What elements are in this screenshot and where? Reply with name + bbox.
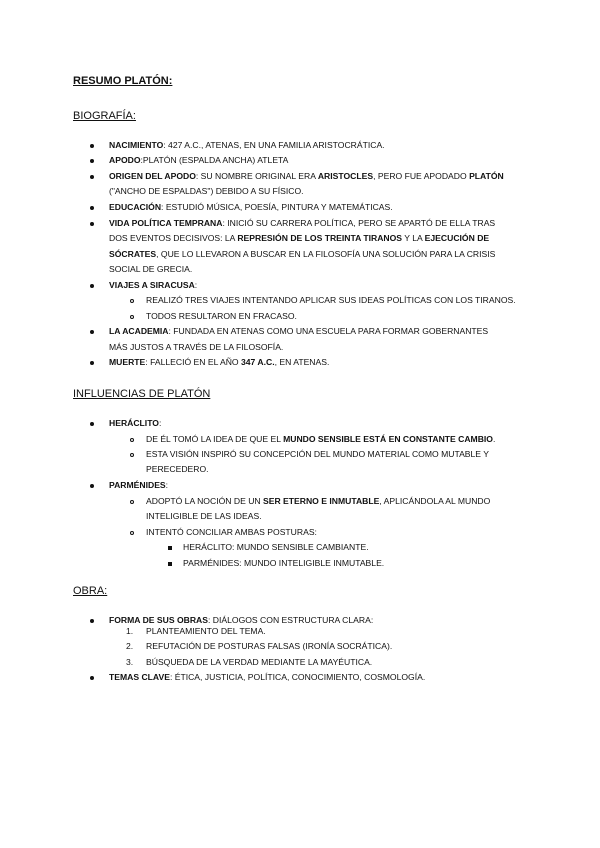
sub-item-text: ESTA VISIÓN INSPIRÓ SU CONCEPCIÓN DEL MUNDO MATERIAL COMO MUTABLE Y — [146, 449, 490, 459]
item-label: NACIMIENTO — [109, 140, 164, 150]
item-bold: PLATÓN — [469, 171, 504, 181]
item-number: 1. — [126, 626, 134, 636]
item-label: HERÁCLITO — [109, 418, 159, 428]
item-text: : INICIÓ SU CARRERA POLÍTICA, PERO SE APARTÓ DE ELLA TRAS — [222, 218, 496, 228]
item-bold: REPRESIÓN DE LOS TREINTA TIRANOS — [237, 233, 403, 243]
item-number: 2. — [126, 641, 134, 651]
item-label: EDUCACIÓN — [109, 202, 162, 212]
sub-item-bold: SER ETERNO E INMUTABLE — [263, 496, 380, 506]
item-text-continued: SOCIAL DE GRECIA. — [109, 264, 193, 274]
numbered-item-text: REFUTACIÓN DE POSTURAS FALSAS (IRONÍA SOCRÁTICA). — [146, 641, 393, 651]
circle-bullet-icon — [130, 531, 134, 535]
square-bullet-icon — [168, 562, 172, 566]
sub-sub-item-text: HERÁCLITO: MUNDO SENSIBLE CAMBIANTE. — [183, 542, 369, 552]
sub-sub-item-text: PARMÉNIDES: MUNDO INTELIGIBLE INMUTABLE. — [183, 558, 385, 568]
bullet-icon — [90, 144, 94, 148]
circle-bullet-icon — [130, 453, 134, 457]
item-text: : — [194, 280, 198, 290]
circle-bullet-icon — [130, 438, 134, 442]
item-text: : 427 A.C., ATENAS, EN UNA FAMILIA ARISTOCRÁTICA. — [163, 140, 385, 150]
sub-item-text: ADOPTÓ LA NOCIÓN DE UN — [146, 496, 263, 506]
heading-obra: OBRA: — [73, 585, 108, 597]
bullet-icon — [90, 422, 94, 426]
numbered-item-text: BÚSQUEDA DE LA VERDAD MEDIANTE LA MAYÉUTICA. — [146, 657, 373, 667]
bullet-icon — [90, 206, 94, 210]
bullet-icon — [90, 361, 94, 365]
square-bullet-icon — [168, 546, 172, 550]
item-text-continued: ("ANCHO DE ESPALDAS") DEBIDO A SU FÍSICO. — [109, 186, 304, 196]
sub-item-text: REALIZÓ TRES VIAJES INTENTANDO APLICAR SUS IDEAS POLÍTICAS CON LOS TIRANOS. — [146, 295, 516, 305]
circle-bullet-icon — [130, 299, 134, 303]
sub-item-text: TODOS RESULTARON EN FRACASO. — [146, 311, 297, 321]
document-title: RESUMO PLATÓN: — [73, 75, 173, 87]
numbered-item-text: PLANTEAMIENTO DEL TEMA. — [146, 626, 266, 636]
item-label: APODO — [109, 155, 141, 165]
item-number: 3. — [126, 657, 134, 667]
sub-item-text: INTENTÓ CONCILIAR AMBAS POSTURAS: — [146, 527, 317, 537]
bullet-icon — [90, 619, 94, 623]
item-text-continued: MÁS JUSTOS A TRAVÉS DE LA FILOSOFÍA. — [109, 342, 284, 352]
item-text: : DIÁLOGOS CON ESTRUCTURA CLARA: — [208, 615, 374, 625]
bullet-icon — [90, 222, 94, 226]
item-label: LA ACADEMIA — [109, 326, 169, 336]
item-text: : SU NOMBRE ORIGINAL ERA — [195, 171, 318, 181]
item-label: MUERTE — [109, 357, 146, 367]
item-text: , QUE LO LLEVARON A BUSCAR EN LA FILOSOFÍA UNA SOLUCIÓN PARA LA CRISIS — [156, 249, 496, 259]
item-bold: 347 A.C. — [240, 357, 275, 367]
bullet-icon — [90, 284, 94, 288]
bullet-icon — [90, 676, 94, 680]
sub-item-text-continued: PERECEDERO. — [146, 464, 209, 474]
item-label: PARMÉNIDES — [109, 480, 166, 490]
bullet-icon — [90, 175, 94, 179]
sub-item-text: , APLICÁNDOLA AL MUNDO — [379, 496, 491, 506]
item-text: : ÉTICA, JUSTICIA, POLÍTICA, CONOCIMIENTO, COSMOLOGÍA. — [169, 672, 426, 682]
sub-item-text-continued: INTELIGIBLE DE LAS IDEAS. — [146, 511, 262, 521]
bullet-icon — [90, 484, 94, 488]
bullet-icon — [90, 159, 94, 163]
item-text: : ESTUDIÓ MÚSICA, POESÍA, PINTURA Y MATEMÁTICAS. — [161, 202, 393, 212]
item-label: VIDA POLÍTICA TEMPRANA — [109, 218, 223, 228]
bullet-icon — [90, 330, 94, 334]
item-text: : FALLECIÓ EN EL AÑO — [145, 357, 241, 367]
item-text: Y LA — [402, 233, 425, 243]
sub-item-bold: MUNDO SENSIBLE ESTÁ EN CONSTANTE CAMBIO — [283, 434, 493, 444]
item-bold: SÓCRATES — [109, 249, 157, 259]
item-text: DOS EVENTOS DECISIVOS: LA — [109, 233, 238, 243]
item-label: VIAJES A SIRACUSA — [109, 280, 195, 290]
item-text: , EN ATENAS. — [274, 357, 330, 367]
item-text: : — [165, 480, 169, 490]
heading-influencias: INFLUENCIAS DE PLATÓN — [73, 388, 211, 400]
item-label: ORIGEN DEL APODO — [109, 171, 196, 181]
item-bold: EJECUCIÓN DE — [424, 233, 490, 243]
item-text: , PERO FUE APODADO — [373, 171, 470, 181]
heading-biografia: BIOGRAFÍA: — [73, 110, 136, 122]
item-label: TEMAS CLAVE — [109, 672, 170, 682]
circle-bullet-icon — [130, 500, 134, 504]
item-bold: ARISTOCLES — [317, 171, 374, 181]
item-label: FORMA DE SUS OBRAS — [109, 615, 208, 625]
sub-item-text: DE ÉL TOMÓ LA IDEA DE QUE EL — [146, 434, 284, 444]
item-text: :PLATÓN (ESPALDA ANCHA) ATLETA — [140, 155, 289, 165]
circle-bullet-icon — [130, 315, 134, 319]
sub-item-text: . — [493, 434, 496, 444]
item-text: : — [158, 418, 162, 428]
item-text: : FUNDADA EN ATENAS COMO UNA ESCUELA PARA FORMAR GOBERNANTES — [168, 326, 489, 336]
